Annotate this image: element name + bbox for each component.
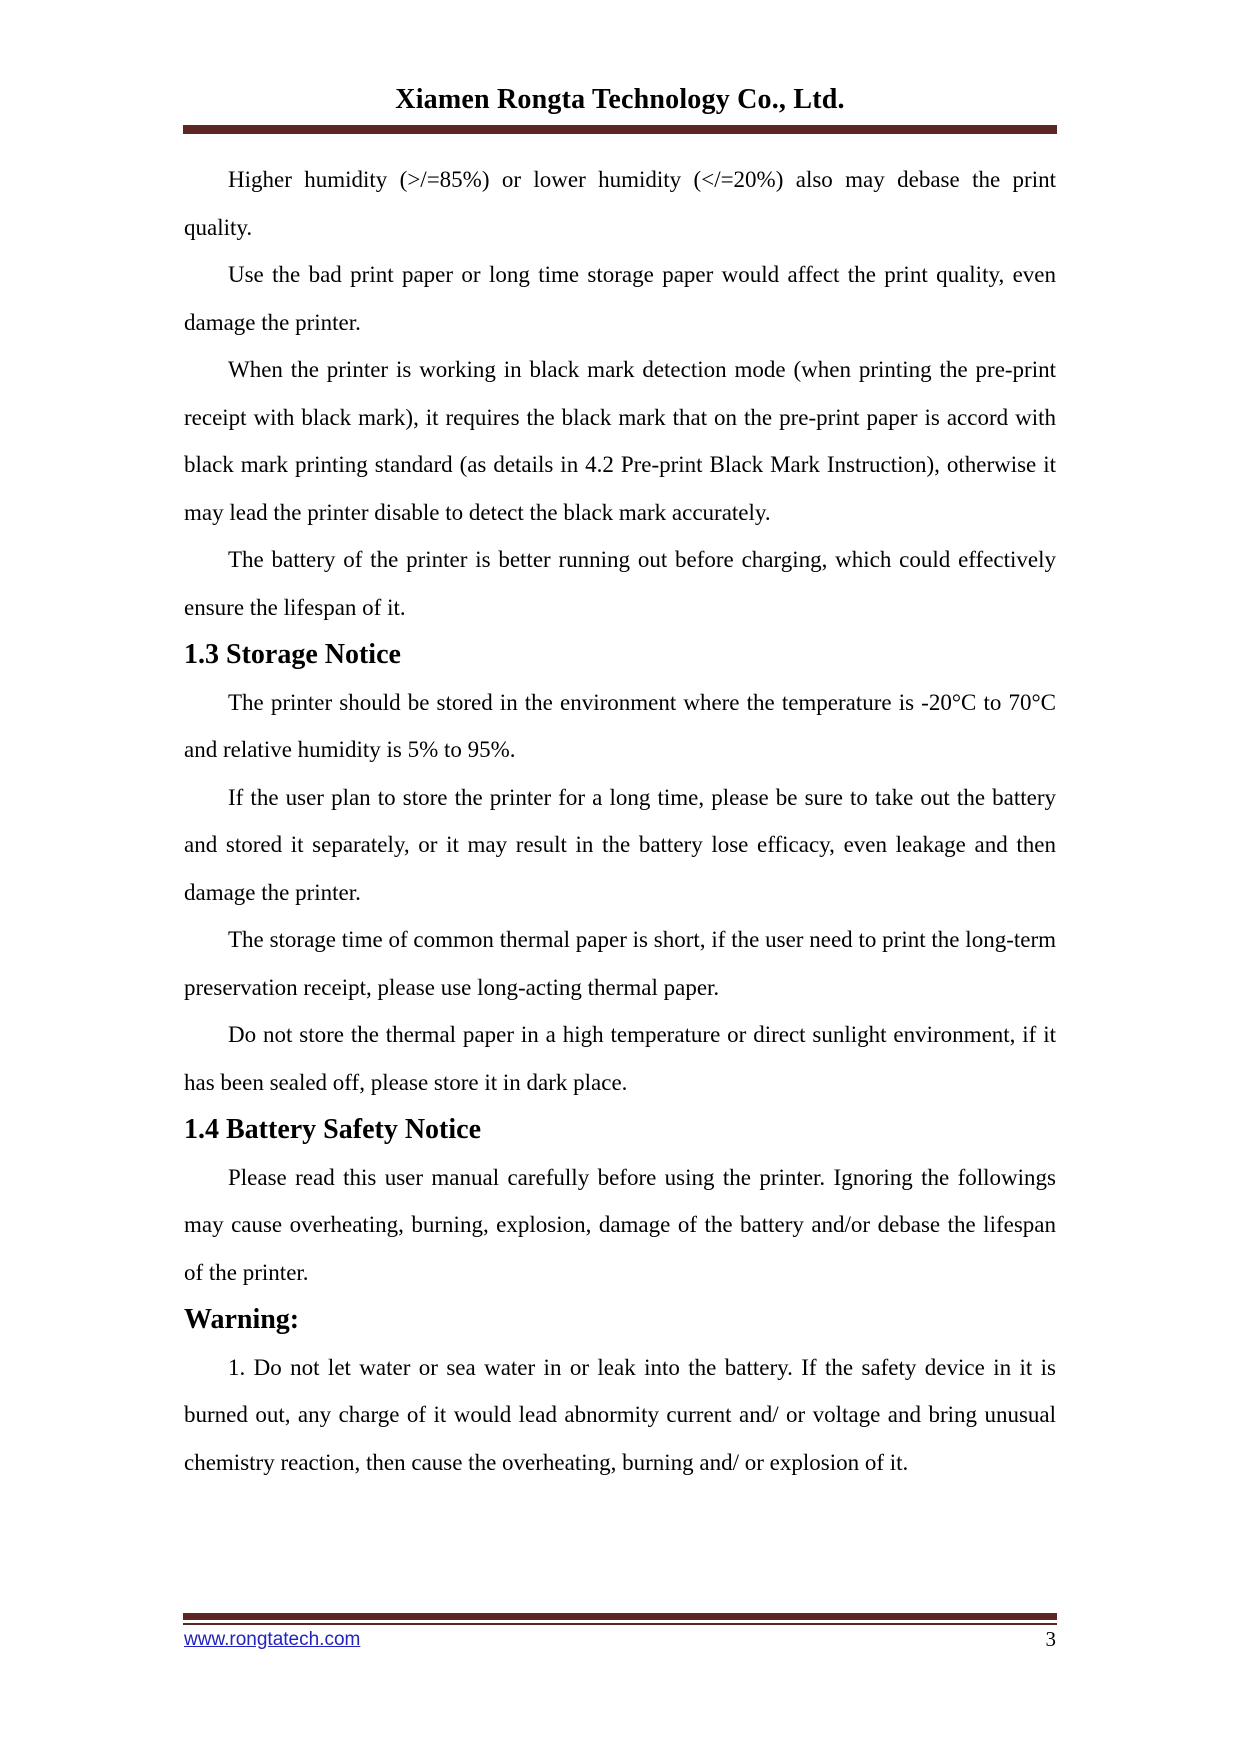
paragraph-thermal-paper-time: The storage time of common thermal paper is short, if the user need to print the long-term preservation receipt, please use long-acting thermal paper. (184, 927, 1056, 1000)
paragraph-long-time-storage: If the user plan to store the printer for a long time, please be sure to take out the battery and stored it separately, or it may result in the battery lose efficacy, even leakage and then damage the printer. (184, 784, 1056, 905)
section-heading-battery-safety: 1.4 Battery Safety Notice (184, 1114, 482, 1145)
document-body (184, 156, 1056, 1486)
paragraph-read-manual: Please read this user manual carefully before using the printer. Ignoring the followings may cause overheating, burning, explosion, damage of the battery and/or debase the lifespan of the printer. (184, 1164, 1056, 1285)
section-heading-storage: 1.3 Storage Notice (184, 639, 401, 670)
section-heading-warning: Warning: (184, 1304, 300, 1335)
paragraph-battery-charging: The battery of the printer is better running out before charging, which could effectively ensure the lifespan of it. (184, 547, 1056, 620)
document-header-title: Xiamen Rongta Technology Co., Ltd. (395, 84, 845, 115)
header-rule (183, 125, 1057, 134)
paragraph-black-mark: When the printer is working in black mark detection mode (when printing the pre-print receipt with black mark), it requires the black mark that on the pre-print paper is accord with black mark printing standard (as details in 4.2 Pre-print Black Mark Instruction), otherwise it may lead the printer disable to detect the black mark accurately. (184, 357, 1056, 525)
paragraph-humidity: Higher humidity (>/=85%) or lower humidity (</=20%) also may debase the print quality. (184, 167, 1056, 240)
footer-rule-thin (183, 1623, 1057, 1625)
page-number: 3 (1045, 1627, 1056, 1651)
footer-rule-thick (183, 1613, 1057, 1620)
paragraph-bad-paper: Use the bad print paper or long time storage paper would affect the print quality, even damage the printer. (184, 262, 1056, 335)
paragraph-thermal-paper-store: Do not store the thermal paper in a high temperature or direct sunlight environment, if it has been sealed off, please store it in dark place. (184, 1022, 1056, 1095)
paragraph-warning-item-1: 1. Do not let water or sea water in or leak into the battery. If the safety device in it is burned out, any charge of it would lead abnormity current and/ or voltage and bring unusual chemistry reaction, then cause the overheating, burning and/ or explosion of it. (184, 1354, 1056, 1475)
footer-website-link[interactable]: www.rongtatech.com (184, 1629, 361, 1650)
paragraph-storage-temperature: The printer should be stored in the environment where the temperature is -20°C to 70°C and relative humidity is 5% to 95%. (184, 689, 1056, 762)
